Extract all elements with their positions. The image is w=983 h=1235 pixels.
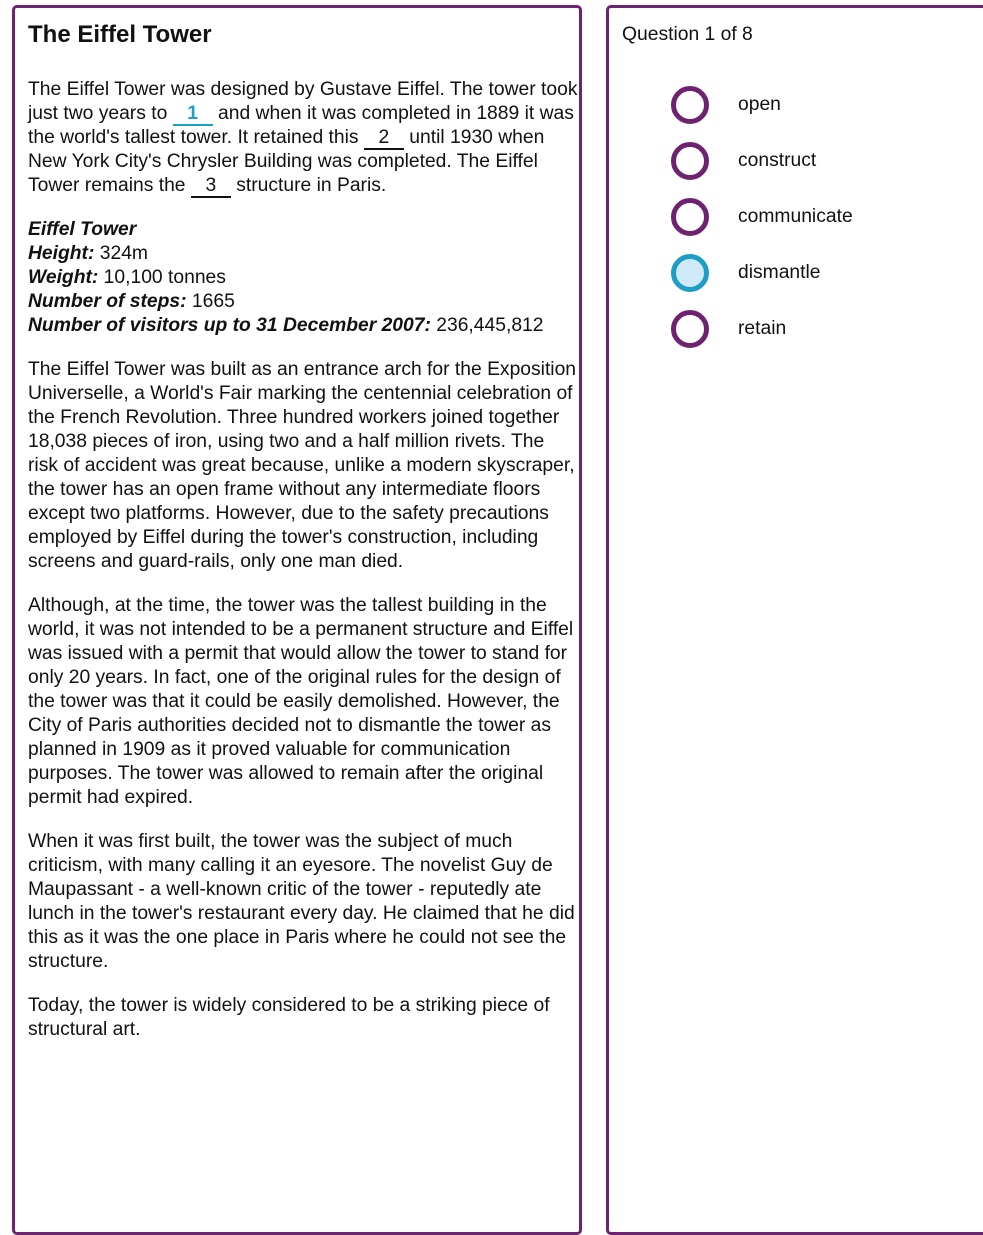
radio-button-selected[interactable] xyxy=(671,254,709,292)
option-label: dismantle xyxy=(738,262,821,283)
option-construct[interactable] xyxy=(671,133,971,189)
option-label: communicate xyxy=(738,206,853,227)
gap-3[interactable]: 3 xyxy=(191,176,231,198)
fact-visitors-value: 236,445,812 xyxy=(430,315,544,336)
fact-height-value: 324m xyxy=(94,243,148,264)
facts-box xyxy=(28,218,578,338)
passage-paragraph-4: When it was first built, the tower was the subject of much criticism, with many calling it an eyesore. The novelist Guy de Maupassant - a well-known critic of the tower - reputedly ate lunch in the tower's restaurant every day. He claimed that he did this as it was the one place in Paris where he could not see the structure. xyxy=(28,831,575,972)
passage-text: The Eiffel Tower was designed by Gustave Eiffel. The tower took just two years to xyxy=(28,79,578,124)
option-label: construct xyxy=(738,150,817,171)
passage-panel xyxy=(12,5,582,1235)
passage-paragraph-1 xyxy=(28,78,578,198)
fact-visitors-label: Number of visitors up to 31 December 2007: xyxy=(28,315,431,336)
passage-text: until 1930 when New York City's Chrysler Building was completed. The Eiffel Tower remains the xyxy=(28,127,545,196)
passage-text: and when it was completed in 1889 it was the world's tallest tower. It retained this xyxy=(28,103,574,148)
option-label: open xyxy=(738,94,781,115)
option-communicate[interactable] xyxy=(671,189,971,245)
radio-button[interactable] xyxy=(671,142,709,180)
passage-content xyxy=(28,20,578,1062)
gap-1[interactable]: 1 xyxy=(173,104,213,126)
passage-paragraph-2: The Eiffel Tower was built as an entrance arch for the Exposition Universelle, a World's Fair marking the centennial celebration of the French Revolution. Three hundred workers joined together 18,038 pieces of iron, using two and a half million rivets. The risk of accident was great because, unlike a modern skyscraper, the tower has an open frame without any intermediate floors except two platforms. However, due to the safety precautions employed by Eiffel during the tower's construction, including screens and guard-rails, only one man died. xyxy=(28,359,577,572)
radio-button[interactable] xyxy=(671,310,709,348)
radio-button[interactable] xyxy=(671,198,709,236)
gap-2[interactable]: 2 xyxy=(364,128,404,150)
fact-visitors xyxy=(28,314,578,338)
fact-height xyxy=(28,242,578,266)
passage-paragraph-5: Today, the tower is widely considered to be a striking piece of structural art. xyxy=(28,995,550,1040)
question-panel xyxy=(606,5,983,1235)
fact-weight xyxy=(28,266,578,290)
option-retain[interactable] xyxy=(671,301,971,357)
fact-weight-label: Weight: xyxy=(28,267,99,288)
fact-steps-label: Number of steps: xyxy=(28,291,187,312)
passage-paragraph-3: Although, at the time, the tower was the tallest building in the world, it was not intended to be a permanent structure and Eiffel was issued with a permit that would allow the tower to stand for only 20 years. In fact, one of the original rules for the design of the tower was that it could be easily demolished. However, the City of Paris authorities decided not to dismantle the tower as planned in 1909 as it proved valuable for communication purposes. The tower was allowed to remain after the original permit had expired. xyxy=(28,595,574,808)
fact-steps-value: 1665 xyxy=(186,291,235,312)
fact-weight-value: 10,100 tonnes xyxy=(98,267,226,288)
passage-text: structure in Paris. xyxy=(230,175,387,196)
option-open[interactable] xyxy=(671,77,971,133)
option-dismantle[interactable] xyxy=(671,245,971,301)
radio-button[interactable] xyxy=(671,86,709,124)
fact-steps xyxy=(28,290,578,314)
question-counter: Question 1 of 8 xyxy=(622,24,753,45)
facts-heading: Eiffel Tower xyxy=(28,219,137,240)
answer-options xyxy=(671,77,971,357)
fact-height-label: Height: xyxy=(28,243,95,264)
passage-title: The Eiffel Tower xyxy=(28,21,212,48)
option-label: retain xyxy=(738,318,787,339)
